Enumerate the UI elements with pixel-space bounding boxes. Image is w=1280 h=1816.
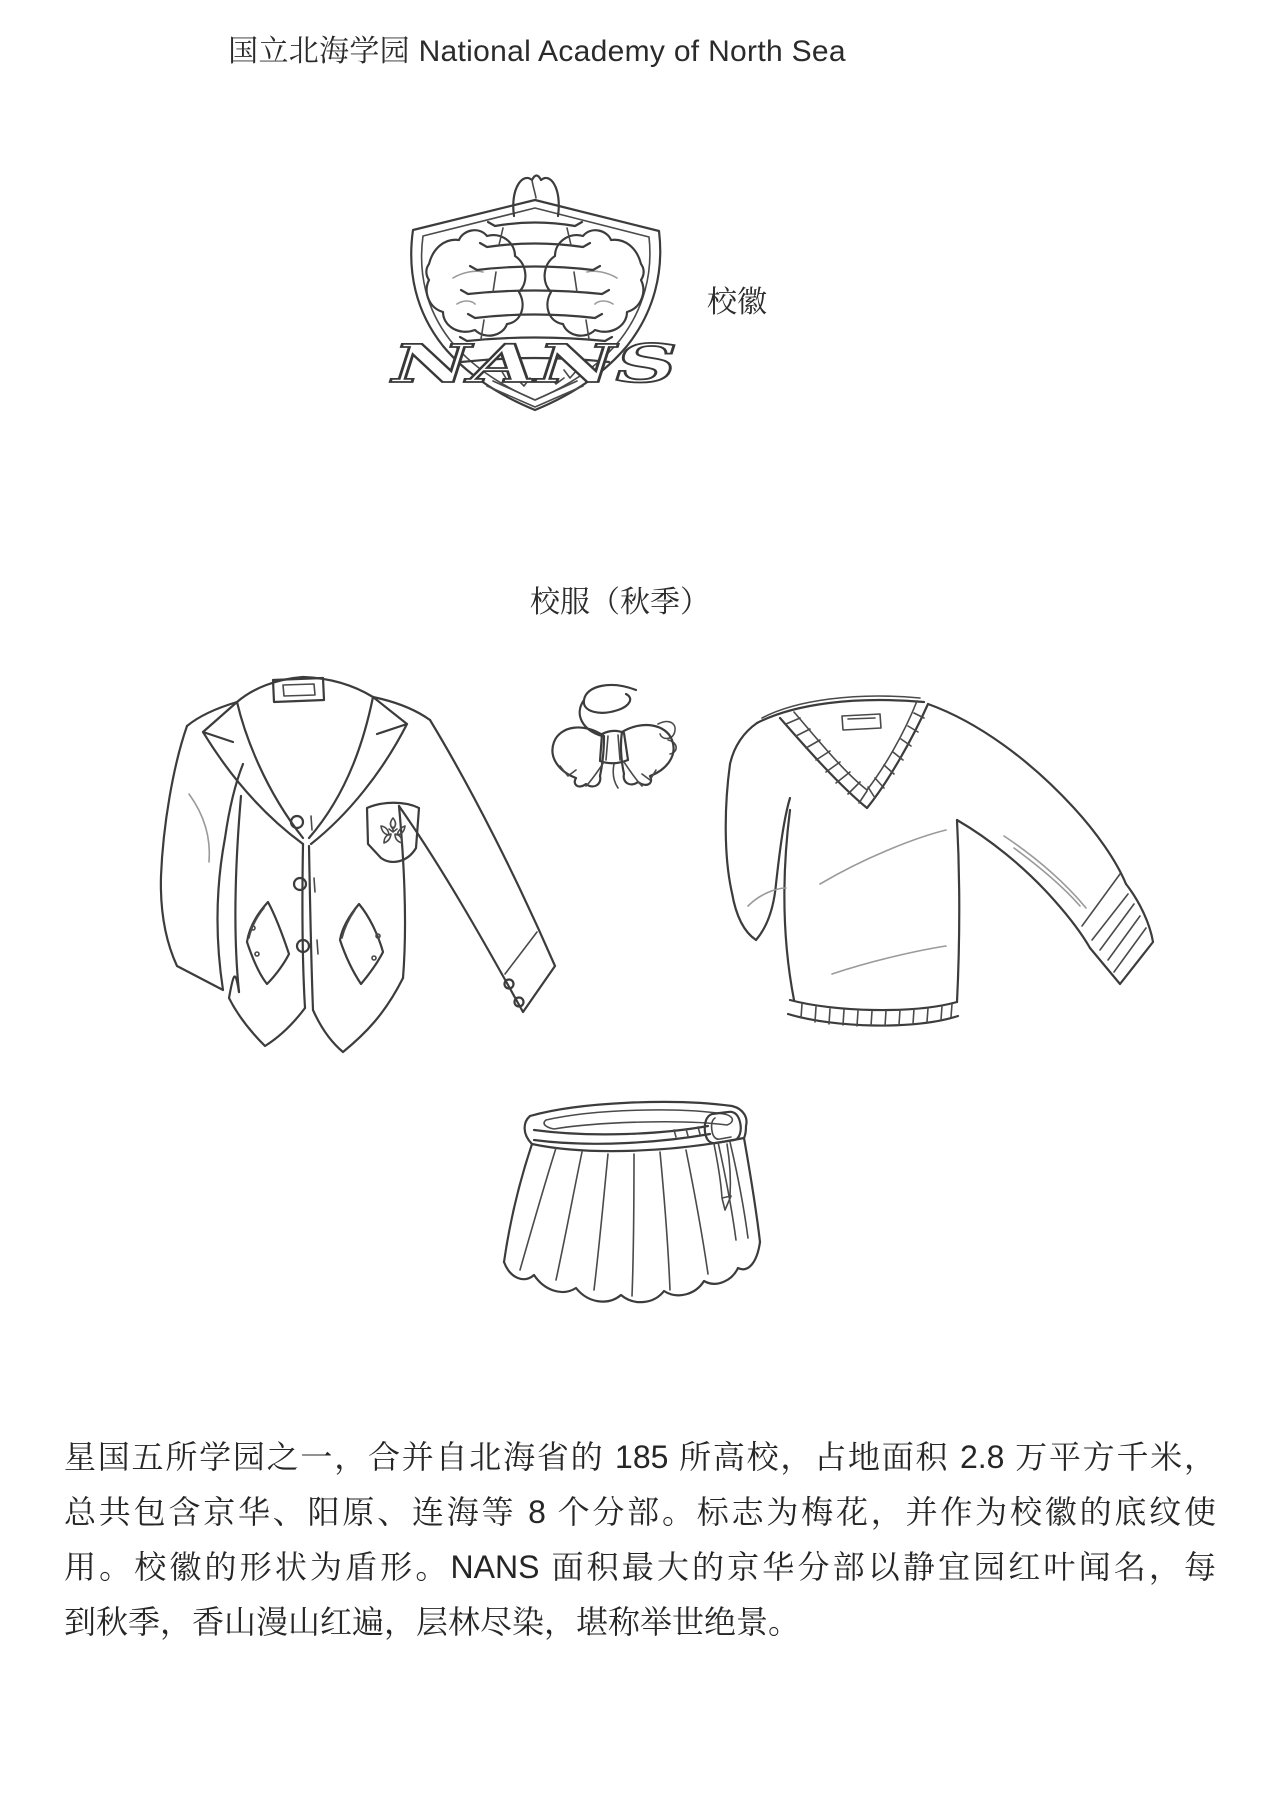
blazer-button — [294, 878, 306, 890]
vneck-band — [780, 704, 928, 808]
bow-loop-right — [621, 725, 674, 785]
blazer-tail-right — [313, 978, 403, 1052]
description-line: 星国五所学园之一，合并自北海省的 185 所高校，占地面积 2.8 万平方千米， — [64, 1439, 1216, 1475]
description-paragraph — [64, 1430, 1216, 1650]
hip-pocket-left — [247, 902, 289, 984]
sweater-drawing — [724, 688, 1156, 1036]
description-line: 总共包含京华、阳原、连海等 8 个分部。标志为梅花，并作为校徽的底纹使 — [64, 1494, 1216, 1530]
blazer-tail-left — [229, 977, 305, 1046]
hip-pocket-right — [340, 904, 383, 984]
blazer-drawing — [153, 666, 578, 1066]
emblem-monogram-text: NANS — [389, 334, 678, 395]
skirt-drawing — [494, 1094, 778, 1314]
school-emblem-drawing — [383, 160, 688, 418]
emblem-caption: 校徽 — [707, 286, 767, 319]
uniform-section-caption: 校服（秋季） — [530, 586, 710, 619]
ribbon-bow-drawing — [540, 678, 685, 796]
belt-strap — [714, 1144, 731, 1210]
plum-petal-left — [426, 230, 525, 335]
description-line: 到秋季，香山漫山红遍，层林尽染，堪称举世绝景。 — [64, 1604, 801, 1640]
sweater-cuff — [1090, 884, 1153, 984]
page-title: 国立北海学园 National Academy of North Sea — [228, 35, 846, 68]
sweater-sleeve-left — [726, 723, 790, 940]
sweater-neck-tag — [842, 714, 881, 730]
plum-petal-right — [545, 230, 644, 335]
description-line: 用。校徽的形状为盾形。NANS 面积最大的京华分部以静宜园红叶闻名，每 — [64, 1549, 1216, 1585]
blazer-sleeve-right — [399, 720, 555, 1012]
blazer-button — [291, 816, 303, 828]
sweater-hem-band — [788, 1000, 958, 1026]
bow-loop-left — [552, 727, 604, 786]
blazer-lapel-left — [203, 702, 303, 844]
blazer-lapel-right — [309, 697, 407, 844]
skirt-pleats — [520, 1148, 708, 1296]
blazer-sleeve-left — [161, 726, 243, 990]
